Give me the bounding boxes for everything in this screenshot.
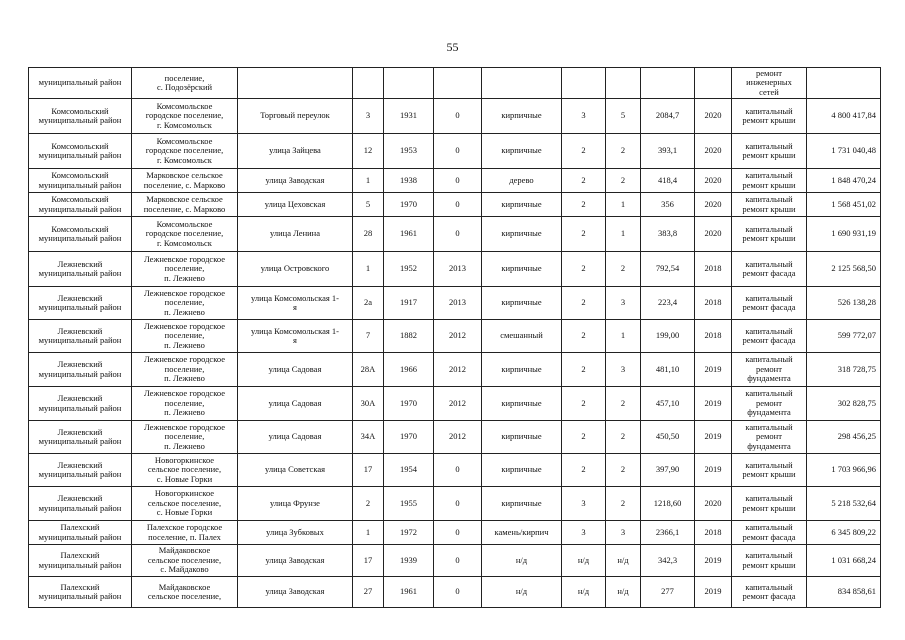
cell-plan-year: 2019 [695,387,732,421]
cell-floors: 2 [562,134,606,169]
cell-last-repair-year: 0 [434,169,482,193]
cell-floors: 2 [562,387,606,421]
cell-settlement: Лежневское городское поселение, п. Лежнево [132,353,238,387]
cell-house-number [353,68,384,99]
table-row [29,134,881,169]
cell-entrances [606,68,641,99]
page-number: 55 [446,40,459,54]
cell-house-number: 1 [353,169,384,193]
cell-build-year: 1961 [384,577,434,608]
cell-build-year: 1961 [384,217,434,252]
cell-area: 393,1 [641,134,695,169]
cell-cost: 5 218 532,64 [807,487,881,521]
cell-wall-material: дерево [482,169,562,193]
table-row [29,68,881,99]
cell-street: улица Зубковых [238,521,353,545]
cell-work-type: капитальный ремонт фасада [732,320,807,353]
cell-floors: н/д [562,577,606,608]
cell-last-repair-year: 0 [434,193,482,217]
cell-street: Торговый переулок [238,99,353,134]
cell-floors: 2 [562,454,606,487]
cell-plan-year: 2019 [695,545,732,577]
cell-settlement: Комсомольское городское поселение, г. Комсомольск [132,99,238,134]
cell-plan-year: 2018 [695,320,732,353]
cell-district: Лежневский муниципальный район [29,353,132,387]
cell-build-year: 1939 [384,545,434,577]
cell-district: Комсомольский муниципальный район [29,217,132,252]
cell-wall-material: кирпичные [482,387,562,421]
cell-entrances: 3 [606,353,641,387]
cell-street: улица Островского [238,252,353,287]
cell-house-number: 28 [353,217,384,252]
table-row [29,99,881,134]
cell-floors: 2 [562,252,606,287]
table-row [29,454,881,487]
cell-wall-material: н/д [482,545,562,577]
cell-last-repair-year: 2013 [434,252,482,287]
cell-area: 2084,7 [641,99,695,134]
cell-floors: 3 [562,521,606,545]
cell-floors: 2 [562,320,606,353]
cell-entrances: 3 [606,287,641,320]
table-row [29,320,881,353]
cell-house-number: 28А [353,353,384,387]
cell-last-repair-year: 0 [434,217,482,252]
cell-house-number: 2а [353,287,384,320]
cell-work-type: капитальный ремонт крыши [732,169,807,193]
cell-house-number: 12 [353,134,384,169]
cell-build-year [384,68,434,99]
cell-area: 792,54 [641,252,695,287]
cell-house-number: 1 [353,252,384,287]
cell-plan-year: 2019 [695,353,732,387]
cell-street: улица Зайцева [238,134,353,169]
table-row [29,169,881,193]
cell-house-number: 17 [353,454,384,487]
cell-entrances: 5 [606,99,641,134]
cell-work-type: капитальный ремонт фундамента [732,421,807,454]
cell-district: Лежневский муниципальный район [29,387,132,421]
cell-district: Палехский муниципальный район [29,545,132,577]
cell-house-number: 1 [353,521,384,545]
cell-plan-year: 2020 [695,217,732,252]
cell-wall-material [482,68,562,99]
cell-plan-year: 2020 [695,169,732,193]
cell-plan-year: 2020 [695,134,732,169]
cell-last-repair-year: 0 [434,487,482,521]
cell-entrances: 2 [606,454,641,487]
cell-area: 457,10 [641,387,695,421]
cell-wall-material: кирпичные [482,454,562,487]
cell-district: Комсомольский муниципальный район [29,169,132,193]
cell-settlement: поселение, с. Подозёрский [132,68,238,99]
cell-street: улица Ленина [238,217,353,252]
cell-street: улица Садовая [238,353,353,387]
cell-build-year: 1966 [384,353,434,387]
cell-settlement: Лежневское городское поселение, п. Лежнево [132,421,238,454]
cell-street: улица Заводская [238,545,353,577]
cell-build-year: 1931 [384,99,434,134]
cell-area: 383,8 [641,217,695,252]
cell-last-repair-year: 0 [434,454,482,487]
cell-area: 481,10 [641,353,695,387]
cell-cost: 1 703 966,96 [807,454,881,487]
cell-area [641,68,695,99]
cell-build-year: 1917 [384,287,434,320]
cell-entrances: 1 [606,217,641,252]
cell-cost: 302 828,75 [807,387,881,421]
cell-house-number: 3 [353,99,384,134]
capital-repair-table [28,67,881,608]
cell-cost: 1 848 470,24 [807,169,881,193]
cell-cost: 1 731 040,48 [807,134,881,169]
cell-settlement: Марковское сельское поселение, с. Марково [132,169,238,193]
cell-wall-material: кирпичные [482,421,562,454]
cell-street: улица Фрунзе [238,487,353,521]
cell-district: Лежневский муниципальный район [29,320,132,353]
table-row [29,545,881,577]
cell-wall-material: кирпичные [482,217,562,252]
cell-work-type: капитальный ремонт крыши [732,454,807,487]
cell-house-number: 30А [353,387,384,421]
cell-last-repair-year: 2012 [434,320,482,353]
cell-floors: 2 [562,217,606,252]
cell-settlement: Комсомольское городское поселение, г. Комсомольск [132,134,238,169]
cell-build-year: 1953 [384,134,434,169]
cell-work-type: капитальный ремонт крыши [732,99,807,134]
cell-plan-year: 2020 [695,193,732,217]
cell-cost: 6 345 809,22 [807,521,881,545]
table-row [29,353,881,387]
cell-last-repair-year: 0 [434,521,482,545]
cell-wall-material: кирпичные [482,487,562,521]
cell-settlement: Палехское городское поселение, п. Палех [132,521,238,545]
cell-area: 2366,1 [641,521,695,545]
cell-area: 199,00 [641,320,695,353]
cell-entrances: 2 [606,169,641,193]
cell-last-repair-year: 0 [434,545,482,577]
cell-street: улица Цеховская [238,193,353,217]
cell-wall-material: кирпичные [482,99,562,134]
cell-district: Лежневский муниципальный район [29,287,132,320]
cell-cost: 1 568 451,02 [807,193,881,217]
cell-last-repair-year: 2012 [434,387,482,421]
cell-cost: 2 125 568,50 [807,252,881,287]
cell-build-year: 1970 [384,421,434,454]
cell-street: улица Комсомольская 1- я [238,287,353,320]
cell-settlement: Майдаковское сельское поселение, с. Майдаково [132,545,238,577]
cell-cost: 834 858,61 [807,577,881,608]
cell-work-type: капитальный ремонт фундамента [732,387,807,421]
cell-work-type: капитальный ремонт фасада [732,252,807,287]
cell-area: 342,3 [641,545,695,577]
cell-work-type: капитальный ремонт фасада [732,577,807,608]
cell-build-year: 1972 [384,521,434,545]
cell-wall-material: н/д [482,577,562,608]
cell-wall-material: камень/кирпич [482,521,562,545]
cell-entrances: 2 [606,134,641,169]
cell-build-year: 1970 [384,387,434,421]
table-row [29,521,881,545]
cell-wall-material: кирпичные [482,252,562,287]
cell-plan-year: 2020 [695,487,732,521]
cell-last-repair-year: 2012 [434,353,482,387]
cell-build-year: 1882 [384,320,434,353]
cell-district: Лежневский муниципальный район [29,421,132,454]
cell-district: муниципальный район [29,68,132,99]
cell-build-year: 1955 [384,487,434,521]
cell-settlement: Лежневское городское поселение, п. Лежнево [132,252,238,287]
cell-plan-year: 2019 [695,421,732,454]
cell-settlement: Комсомольское городское поселение, г. Комсомольск [132,217,238,252]
cell-entrances: 2 [606,387,641,421]
cell-cost: 1 690 931,19 [807,217,881,252]
cell-settlement: Лежневское городское поселение, п. Лежнево [132,287,238,320]
table-row [29,387,881,421]
cell-plan-year [695,68,732,99]
cell-area: 418,4 [641,169,695,193]
cell-wall-material: смешанный [482,320,562,353]
cell-area: 450,50 [641,421,695,454]
cell-settlement: Новогоркинское сельское поселение, с. Новые Горки [132,487,238,521]
cell-build-year: 1938 [384,169,434,193]
cell-wall-material: кирпичные [482,287,562,320]
cell-street: улица Комсомольская 1- я [238,320,353,353]
cell-cost: 318 728,75 [807,353,881,387]
cell-district: Комсомольский муниципальный район [29,99,132,134]
cell-floors: 2 [562,193,606,217]
cell-street: улица Заводская [238,577,353,608]
cell-work-type: капитальный ремонт крыши [732,487,807,521]
cell-work-type: капитальный ремонт крыши [732,545,807,577]
cell-cost: 4 800 417,84 [807,99,881,134]
table-row [29,421,881,454]
cell-entrances: 2 [606,421,641,454]
cell-entrances: 1 [606,193,641,217]
cell-work-type: капитальный ремонт крыши [732,134,807,169]
cell-floors: 2 [562,287,606,320]
cell-last-repair-year: 0 [434,99,482,134]
cell-plan-year: 2019 [695,577,732,608]
cell-plan-year: 2019 [695,454,732,487]
cell-cost: 298 456,25 [807,421,881,454]
cell-build-year: 1954 [384,454,434,487]
cell-area: 223,4 [641,287,695,320]
cell-settlement: Новогоркинское сельское поселение, с. Новые Горки [132,454,238,487]
cell-street: улица Садовая [238,387,353,421]
cell-build-year: 1952 [384,252,434,287]
cell-house-number: 5 [353,193,384,217]
cell-district: Палехский муниципальный район [29,521,132,545]
cell-last-repair-year [434,68,482,99]
table-row [29,487,881,521]
cell-area: 397,90 [641,454,695,487]
cell-district: Комсомольский муниципальный район [29,134,132,169]
cell-work-type: капитальный ремонт крыши [732,217,807,252]
cell-entrances: 2 [606,252,641,287]
cell-floors: 2 [562,353,606,387]
cell-street [238,68,353,99]
cell-last-repair-year: 2012 [434,421,482,454]
cell-cost: 599 772,07 [807,320,881,353]
cell-work-type: капитальный ремонт фасада [732,521,807,545]
cell-floors: 2 [562,421,606,454]
cell-district: Комсомольский муниципальный район [29,193,132,217]
cell-entrances: 2 [606,487,641,521]
cell-cost: 1 031 668,24 [807,545,881,577]
cell-settlement: Майдаковское сельское поселение, [132,577,238,608]
cell-street: улица Садовая [238,421,353,454]
cell-settlement: Марковское сельское поселение, с. Марково [132,193,238,217]
cell-floors: 3 [562,487,606,521]
cell-street: улица Заводская [238,169,353,193]
cell-plan-year: 2020 [695,99,732,134]
cell-work-type: капитальный ремонт фасада [732,287,807,320]
table-row [29,217,881,252]
cell-district: Лежневский муниципальный район [29,252,132,287]
cell-entrances: н/д [606,577,641,608]
table-row [29,193,881,217]
cell-area: 277 [641,577,695,608]
cell-area: 1218,60 [641,487,695,521]
cell-plan-year: 2018 [695,252,732,287]
cell-floors [562,68,606,99]
cell-entrances: 3 [606,521,641,545]
cell-settlement: Лежневское городское поселение, п. Лежнево [132,387,238,421]
cell-floors: 3 [562,99,606,134]
cell-wall-material: кирпичные [482,134,562,169]
cell-district: Лежневский муниципальный район [29,454,132,487]
cell-work-type: капитальный ремонт крыши [732,193,807,217]
cell-house-number: 7 [353,320,384,353]
cell-build-year: 1970 [384,193,434,217]
cell-cost: 526 138,28 [807,287,881,320]
cell-last-repair-year: 0 [434,577,482,608]
cell-house-number: 2 [353,487,384,521]
table-row [29,577,881,608]
cell-district: Лежневский муниципальный район [29,487,132,521]
cell-wall-material: кирпичные [482,353,562,387]
cell-cost [807,68,881,99]
cell-last-repair-year: 2013 [434,287,482,320]
cell-plan-year: 2018 [695,521,732,545]
cell-last-repair-year: 0 [434,134,482,169]
cell-floors: н/д [562,545,606,577]
table-row [29,252,881,287]
cell-street: улица Советская [238,454,353,487]
cell-area: 356 [641,193,695,217]
cell-settlement: Лежневское городское поселение, п. Лежнево [132,320,238,353]
cell-house-number: 27 [353,577,384,608]
cell-work-type: ремонт инженерных сетей [732,68,807,99]
cell-entrances: н/д [606,545,641,577]
cell-district: Палехский муниципальный район [29,577,132,608]
cell-plan-year: 2018 [695,287,732,320]
cell-house-number: 34А [353,421,384,454]
cell-work-type: капитальный ремонт фундамента [732,353,807,387]
cell-wall-material: кирпичные [482,193,562,217]
cell-entrances: 1 [606,320,641,353]
cell-floors: 2 [562,169,606,193]
cell-house-number: 17 [353,545,384,577]
table-row [29,287,881,320]
